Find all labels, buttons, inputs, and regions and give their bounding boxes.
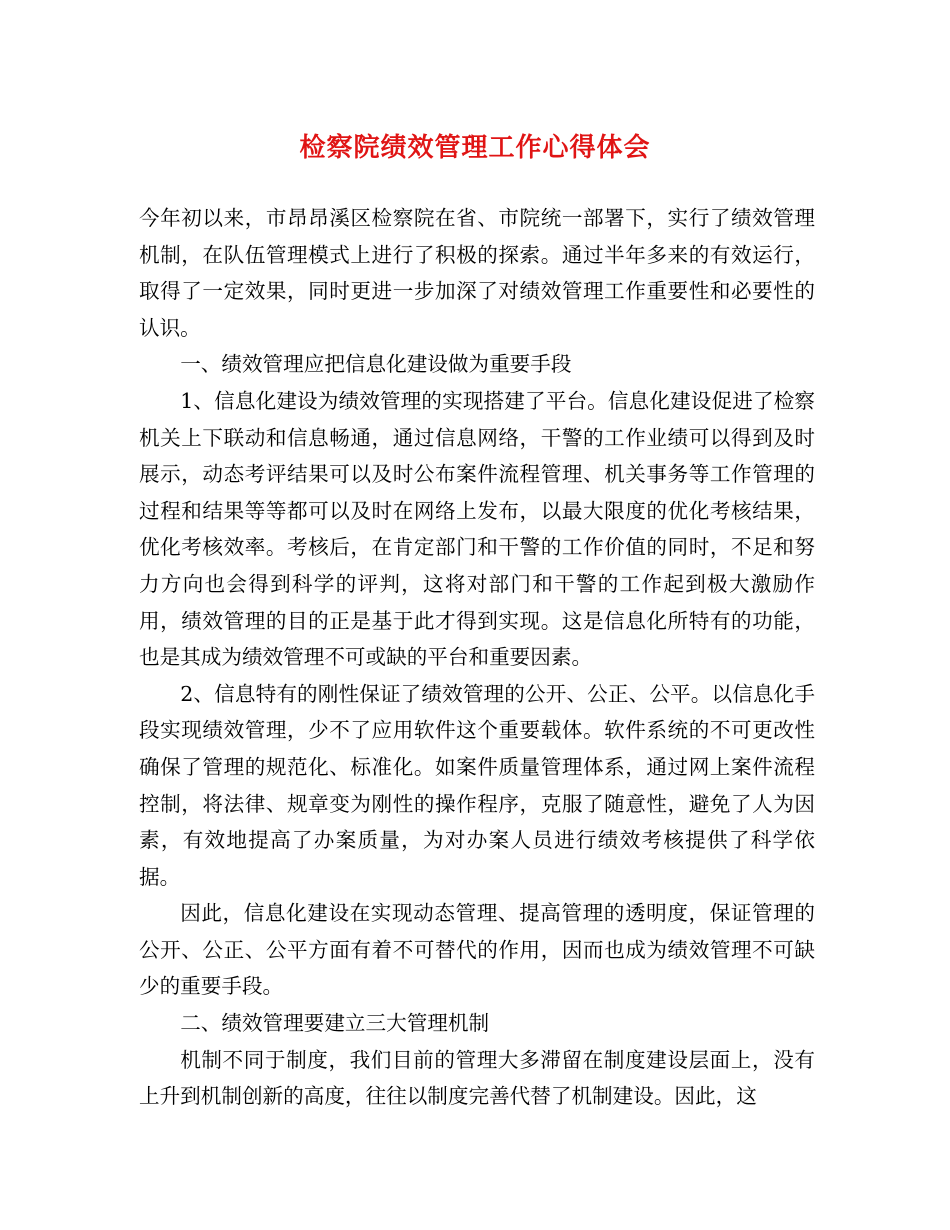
section-heading-1: 一、绩效管理应把信息化建设做为重要手段	[180, 352, 572, 377]
paragraph-intro: 今年初以来，市昂昂溪区检察院在省、市院统一部署下，实行了绩效管理机制，在队伍管理模式上进行了积极的探索。通过半年多来的有效运行，取得了一定效果，同时更进一步加深了对绩效管理工作重要性和必要性的认识。	[139, 206, 815, 340]
section-heading-2: 二、绩效管理要建立三大管理机制	[180, 1011, 490, 1036]
document-body	[139, 200, 815, 1115]
paragraph-mechanism: 机制不同于制度，我们目前的管理大多滞留在制度建设层面上，没有上升到机制创新的高度，往往以制度完善代替了机制建设。因此，这	[139, 1047, 815, 1109]
paragraph-conclusion: 因此，信息化建设在实现动态管理、提高管理的透明度，保证管理的公开、公正、公平方面有着不可替代的作用，因而也成为绩效管理不可缺少的重要手段。	[139, 901, 815, 999]
paragraph-point-2: 2、信息特有的刚性保证了绩效管理的公开、公正、公平。以信息化手段实现绩效管理，少不了应用软件这个重要载体。软件系统的不可更改性确保了管理的规范化、标准化。如案件质量管理体系，通过网上案件流程控制，将法律、规章变为刚性的操作程序，克服了随意性，避免了人为因素，有效地提高了办案质量，为对办案人员进行绩效考核提供了科学依据。	[139, 681, 815, 889]
paragraph-point-1: 1、信息化建设为绩效管理的实现搭建了平台。信息化建设促进了检察机关上下联动和信息畅通，通过信息网络，干警的工作业绩可以得到及时展示，动态考评结果可以及时公布案件流程管理、机关事务等工作管理的过程和结果等等都可以及时在网络上发布，以最大限度的优化考核结果，优化考核效率。考核后，在肯定部门和干警的工作价值的同时，不足和努力方向也会得到科学的评判，这将对部门和干警的工作起到极大激励作用，绩效管理的目的正是基于此才得到实现。这是信息化所特有的功能，也是其成为绩效管理不可或缺的平台和重要因素。	[139, 388, 815, 670]
document-title: 检察院绩效管理工作心得体会	[299, 133, 651, 163]
